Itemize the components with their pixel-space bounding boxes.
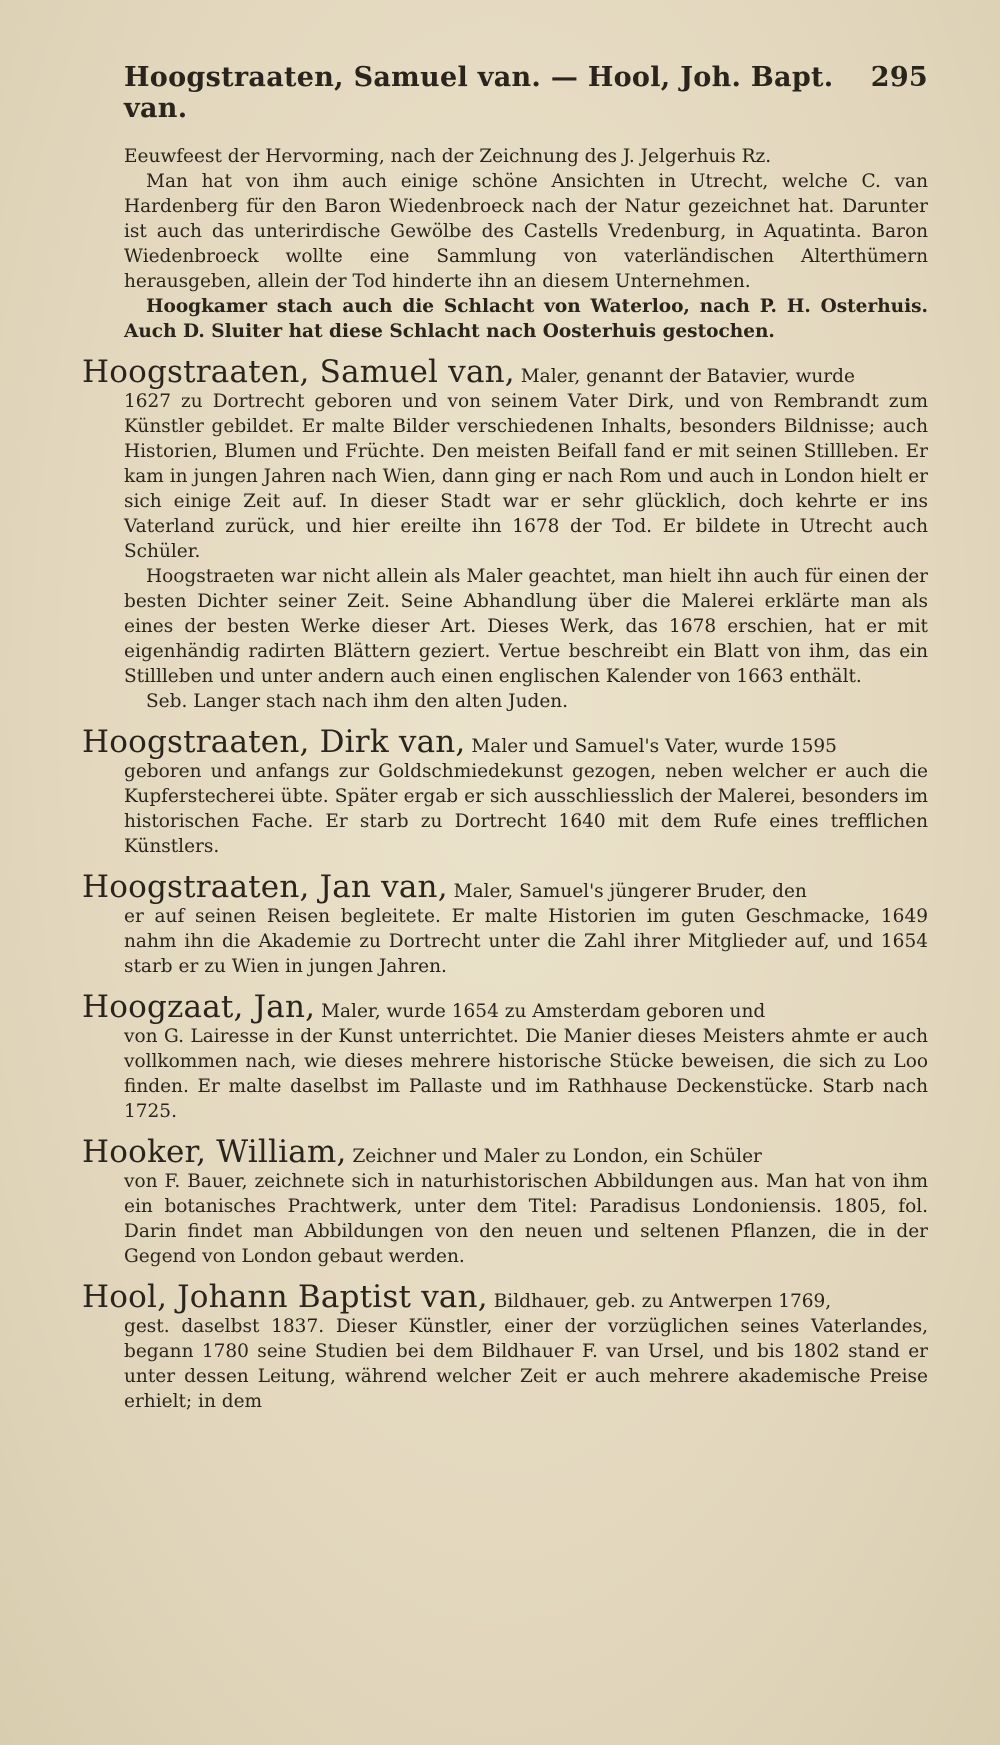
entry-paragraph: 1627 zu Dortrecht geboren und von seinem Vater Dirk, und von Rembrandt zum Künstler gebildet. Er malte Bilder verschiedenen Inhalts, besonders Bildnisse; auch Historien, Blumen und Früchte. Den meisten Beifall fand er mit seinen Stillleben. Er kam in jungen Jahren nach Wien, dann ging er nach Rom und auch in London hielt er sich einige Zeit auf. In dieser Stadt war er sehr glücklich, doch kehrte er ins Vaterland zurück, und hier ereilte ihn 1678 der Tod. Er bildete in Utrecht auch Schüler. — [124, 391, 928, 562]
continued-paragraph: Eeuwfeest der Hervorming, nach der Zeichnung des J. Jelgerhuis Rz. — [124, 146, 772, 167]
page-number: 295 — [870, 62, 928, 93]
entry-jan-hoogstraaten — [82, 869, 928, 979]
continued-paragraph: Hoogkamer stach auch die Schlacht von Waterloo, nach P. H. Osterhuis. Auch D. Sluiter hat diese Schlacht nach Oosterhuis gestochen. — [124, 296, 928, 342]
entry-headword: Hool, Johann Baptist van, — [82, 1279, 488, 1315]
entry-paragraph: Hoogstraeten war nicht allein als Maler geachtet, man hielt ihn auch für einen der besten Dichter seiner Zeit. Seine Abhandlung über die Malerei erklärte man als eines der besten Werke dieser Art. Dieses Werk, das 1678 erschien, hat er mit eigenhändig radirten Blättern geziert. Vertue beschreibt ein Blatt von ihm, das ein Stillleben und unter andern auch einen englischen Kalender von 1663 enthält. — [124, 566, 928, 687]
entry-paragraph: geboren und anfangs zur Goldschmiedekunst gezogen, neben welcher er auch die Kupferstecherei übte. Später ergab er sich ausschliesslich der Malerei, besonders im historischen Fache. Er starb zu Dortrecht 1640 mit dem Rufe eines trefflichen Künstlers. — [124, 761, 928, 857]
entry-dirk-hoogstraaten — [82, 724, 928, 859]
entry-headword: Hoogstraaten, Samuel van, — [82, 354, 515, 390]
entry-headword: Hooker, William, — [82, 1134, 347, 1170]
entry-headword: Hoogzaat, Jan, — [82, 989, 316, 1025]
entry-william-hooker — [82, 1134, 928, 1269]
entry-johann-baptist-hool — [82, 1279, 928, 1414]
entry-paragraph: gest. daselbst 1837. Dieser Künstler, einer der vorzüglichen seines Vaterlandes, begann 1780 seine Studien bei dem Bildhauer F. van Ursel, und bis 1802 stand er unter dessen Leitung, während welcher Zeit er auch mehrere akademische Preise erhielt; in dem — [124, 1316, 928, 1412]
entry-jan-hoogzaat — [82, 989, 928, 1124]
entry-first-line: Bildhauer, geb. zu Antwerpen 1769, — [487, 1291, 832, 1312]
entry-first-line: Zeichner und Maler zu London, ein Schüler — [346, 1146, 762, 1167]
entry-first-line: Maler, wurde 1654 zu Amsterdam geboren und — [315, 1001, 766, 1022]
continued-paragraph: Man hat von ihm auch einige schöne Ansichten in Utrecht, welche C. van Hardenberg für den Baron Wiedenbroeck nach der Natur gezeichnet hat. Darunter ist auch das unterirdische Gewölbe des Castells Vredenburg, in Aquatinta. Baron Wiedenbroeck wollte eine Sammlung von vaterländischen Alterthümern herausgeben, allein der Tod hinderte ihn an diesem Unternehmen. — [124, 171, 928, 292]
running-head-title: Hoogstraaten, Samuel van. — Hool, Joh. Bapt. van. — [124, 62, 834, 124]
entry-paragraph: Seb. Langer stach nach ihm den alten Juden. — [146, 691, 569, 712]
entry-paragraph: er auf seinen Reisen begleitete. Er malte Historien im guten Geschmacke, 1649 nahm ihn die Akademie zu Dortrecht unter die Zahl ihrer Mitglieder auf, und 1654 starb er zu Wien in jungen Jahren. — [124, 906, 928, 977]
entry-first-line: Maler, genannt der Batavier, wurde — [514, 366, 855, 387]
entry-paragraph: von G. Lairesse in der Kunst unterrichtet. Die Manier dieses Meisters ahmte er auch vollkommen nach, wie dieses mehrere historische Stücke beweisen, die sich zu Loo finden. Er malte daselbst im Pallaste und im Rathhause Deckenstücke. Starb nach 1725. — [124, 1026, 928, 1122]
entry-first-line: Maler, Samuel's jüngerer Bruder, den — [447, 881, 807, 902]
entry-paragraph: von F. Bauer, zeichnete sich in naturhistorischen Abbildungen aus. Man hat von ihm ein botanisches Prachtwerk, unter dem Titel: Paradisus Londoniensis. 1805, fol. Darin findet man Abbildungen von den neuen und seltenen Pflanzen, die in der Gegend von London gebaut werden. — [124, 1171, 928, 1267]
entry-first-line: Maler und Samuel's Vater, wurde 1595 — [465, 736, 837, 757]
continued-entry — [124, 144, 928, 344]
entry-headword: Hoogstraaten, Jan van, — [82, 869, 448, 905]
entry-samuel-hoogstraaten — [82, 354, 928, 714]
running-head — [124, 62, 928, 124]
entry-headword: Hoogstraaten, Dirk van, — [82, 724, 466, 760]
